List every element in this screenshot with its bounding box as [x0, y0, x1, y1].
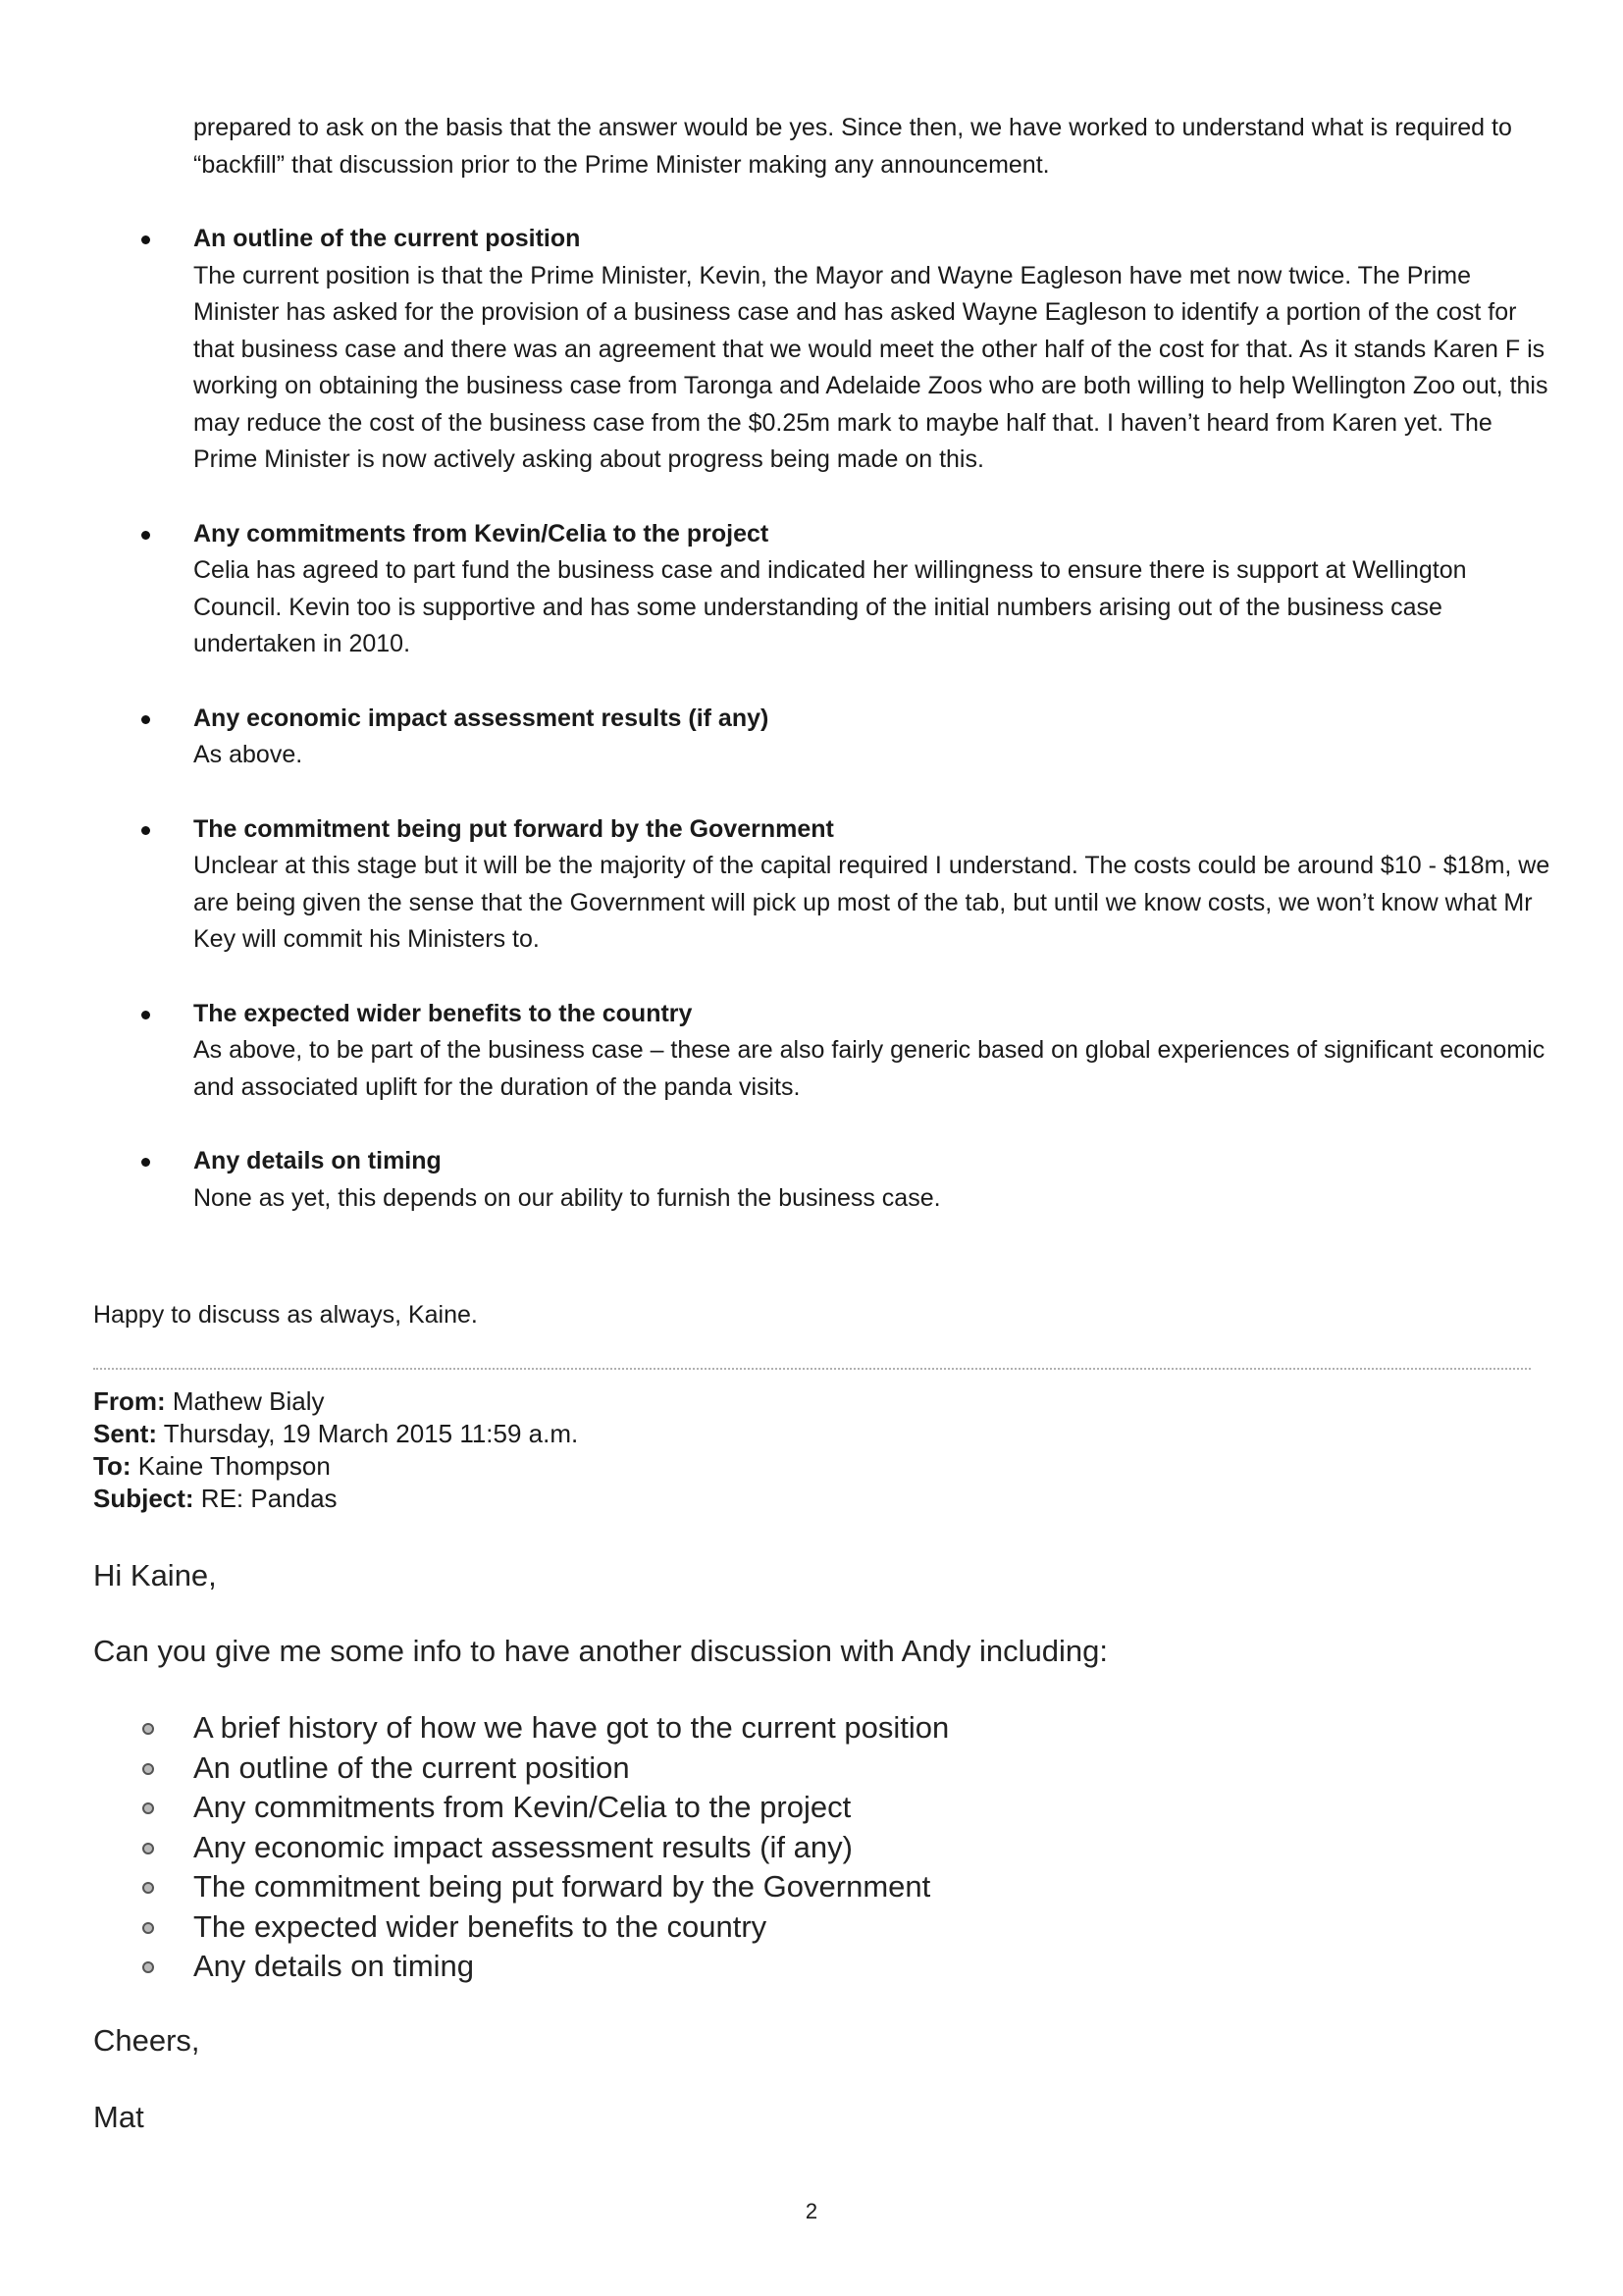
request-item-text: The expected wider benefits to the country [193, 1908, 767, 1944]
to-label: To: [93, 1451, 131, 1481]
list-item [128, 1143, 1550, 1217]
bullet-dot-icon [141, 715, 150, 724]
list-item [137, 1947, 949, 1987]
bullet-circle-icon [142, 1802, 154, 1814]
email-cheers: Cheers, [93, 2023, 200, 2058]
bullet-heading: Any commitments from Kevin/Celia to the project [193, 519, 769, 548]
bullet-dot-icon [141, 1011, 150, 1019]
request-item-text: A brief history of how we have got to the current position [193, 1710, 950, 1745]
closing-line: Happy to discuss as always, Kaine. [93, 1301, 478, 1329]
subject-value: RE: Pandas [193, 1484, 338, 1513]
list-item [137, 1907, 949, 1948]
list-item [137, 1748, 949, 1789]
to-value: Kaine Thompson [131, 1451, 331, 1481]
header-to [93, 1450, 578, 1483]
list-item [128, 996, 1550, 1107]
bullet-heading: The commitment being put forward by the Government [193, 814, 834, 843]
bullet-text: As above. [193, 741, 303, 768]
bullet-heading: An outline of the current position [193, 225, 581, 252]
bullet-text: None as yet, this depends on our ability to furnish the business case. [193, 1183, 941, 1212]
request-item-text: An outline of the current position [193, 1749, 630, 1785]
page-number: 2 [805, 2199, 818, 2223]
bullet-circle-icon [142, 1843, 154, 1854]
list-item [137, 1828, 949, 1868]
sent-value: Thursday, 19 March 2015 11:59 a.m. [157, 1419, 579, 1448]
email-request: Can you give me some info to have another discussion with Andy including: [93, 1634, 1108, 1668]
bullet-circle-icon [142, 1763, 154, 1775]
bullet-heading: Any details on timing [193, 1147, 442, 1174]
list-item [137, 1867, 949, 1907]
bullet-text: The current position is that the Prime Minister, Kevin, the Mayor and Wayne Eagleson have met now twice. The Prime Minister has asked for the provision of a business case and has asked Wayne Eagleson to identify a portion of the cost for that business case and there was an agreement that we would meet the other half of the cost for that. As it stands Karen F is working on obtaining the business case from Taronga and Adelaide Zoos who are both willing to help Wellington Zoo out, this may reduce the cost of the business case from the $0.25m mark to maybe half that. I haven’t heard from Karen yet. The Prime Minister is now actively asking about progress being made on this. [193, 261, 1548, 473]
continuation-paragraph: prepared to ask on the basis that the answer would be yes. Since then, we have worked to understand what is required to “backfill” that discussion prior to the Prime Minister making any announcement. [193, 114, 1512, 179]
subject-label: Subject: [93, 1484, 194, 1513]
list-item [128, 516, 1550, 663]
email-greeting: Hi Kaine, [93, 1558, 217, 1592]
from-value: Mathew Bialy [165, 1386, 325, 1416]
bullet-dot-icon [141, 531, 150, 540]
bullet-dot-icon [141, 1158, 150, 1167]
header-sent [93, 1418, 578, 1450]
bullet-heading: The expected wider benefits to the country [193, 999, 693, 1027]
sent-label: Sent: [93, 1419, 157, 1448]
bullet-text: As above, to be part of the business case – these are also fairly generic based on global experiences of significant economic and associated uplift for the duration of the panda visits. [193, 1036, 1545, 1101]
request-item-text: Any economic impact assessment results (if any) [193, 1829, 853, 1864]
bullet-circle-icon [142, 1922, 154, 1934]
bullet-heading: Any economic impact assessment results (if any) [193, 704, 769, 732]
request-item-text: Any details on timing [193, 1949, 475, 1983]
request-item-text: Any commitments from Kevin/Celia to the project [193, 1790, 852, 1824]
header-from [93, 1385, 578, 1418]
bullet-dot-icon [141, 826, 150, 835]
from-label: From: [93, 1386, 166, 1416]
bullet-circle-icon [142, 1882, 154, 1894]
reply-bullet-list [128, 221, 1550, 1254]
list-item [128, 701, 1550, 774]
bullet-text: Unclear at this stage but it will be the majority of the capital required I understand. The costs could be around $10 - $18m, we are being given the sense that the Government will pick up most of the tab, but until we know costs, we won’t know what Mr Key will commit his Ministers to. [193, 852, 1550, 953]
bullet-circle-icon [142, 1723, 154, 1735]
message-separator [93, 1368, 1531, 1370]
list-item [128, 811, 1550, 959]
request-list [137, 1708, 949, 1987]
request-item-text: The commitment being put forward by the Government [193, 1869, 931, 1904]
bullet-text: Celia has agreed to part fund the business case and indicated her willingness to ensure there is support at Wellington Council. Kevin too is supportive and has some understanding of the initial numbers arising out of the business case undertaken in 2010. [193, 556, 1467, 657]
bullet-circle-icon [142, 1961, 154, 1973]
header-subject [93, 1483, 578, 1515]
list-item [137, 1708, 949, 1748]
email-header [93, 1385, 578, 1515]
email-signoff: Mat [93, 2100, 144, 2134]
bullet-dot-icon [141, 235, 150, 244]
list-item [128, 221, 1550, 479]
list-item [137, 1788, 949, 1828]
